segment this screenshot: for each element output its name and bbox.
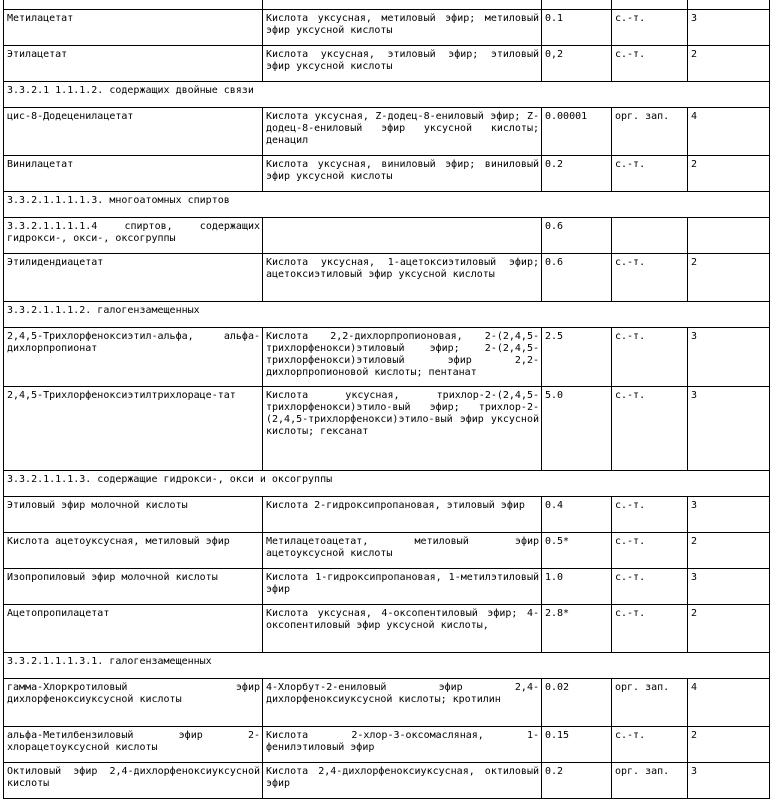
substance-name-cell: 2,4,5-Трихлорфеноксиэтилтрихлораце-тат xyxy=(4,387,263,471)
synonyms-cell xyxy=(263,218,542,254)
hazard-area-cell: с.-т. xyxy=(612,727,688,763)
section-heading-row xyxy=(4,302,770,328)
substance-name-cell xyxy=(4,0,263,10)
substance-name-cell: Винилацетат xyxy=(4,156,263,192)
substance-name-cell: Ацетопропилацетат xyxy=(4,605,263,653)
hazard-class-cell: 2 xyxy=(688,605,770,653)
value-cell: 0.1 xyxy=(542,10,612,46)
value-cell: 2.5 xyxy=(542,328,612,387)
synonyms-cell: Кислота уксусная, 4-оксопентиловый эфир; 4-оксопентиловый эфир уксусной кислоты, xyxy=(263,605,542,653)
table-row xyxy=(4,46,770,82)
section-heading: 3.3.2.1 1.1.1.2. содержащих двойные связи xyxy=(4,82,770,108)
hazard-area-cell: с.-т. xyxy=(612,387,688,471)
table-row xyxy=(4,727,770,763)
table-row xyxy=(4,533,770,569)
synonyms-cell: Кислота 2-гидроксипропановая, этиловый эфир xyxy=(263,497,542,533)
table-row xyxy=(4,108,770,156)
substance-name-cell: Кислота ацетоуксусная, метиловый эфир xyxy=(4,533,263,569)
synonyms-cell: Кислота 2-хлор-3-оксомасляная, 1-фенилэтиловый эфир xyxy=(263,727,542,763)
hazard-class-cell: 2 xyxy=(688,727,770,763)
hazard-area-cell: с.-т. xyxy=(612,254,688,302)
substance-name-cell: Этилидендиацетат xyxy=(4,254,263,302)
value-cell: 0.00001 xyxy=(542,108,612,156)
value-cell: 0.2 xyxy=(542,763,612,799)
hazard-area-cell: с.-т. xyxy=(612,46,688,82)
value-cell: 1.0 xyxy=(542,569,612,605)
hazard-area-cell xyxy=(612,218,688,254)
hazard-class-cell: 2 xyxy=(688,46,770,82)
substance-name-cell: 3.3.2.1.1.1.1.4 спиртов, содержащих гидрокси-, окси-, оксогруппы xyxy=(4,218,263,254)
section-heading: 3.3.2.1.1.1.2. галогензамещенных xyxy=(4,302,770,328)
hazard-class-cell: 3 xyxy=(688,763,770,799)
hazard-area-cell: с.-т. xyxy=(612,605,688,653)
hazard-class-cell: 3 xyxy=(688,328,770,387)
section-heading-row xyxy=(4,471,770,497)
table-row xyxy=(4,10,770,46)
hazard-area-cell: орг. зап. xyxy=(612,679,688,727)
synonyms-cell: Кислота уксусная, трихлор-2-(2,4,5-трихлорфенокси)этило-вый эфир; трихлор-2-(2,4,5-трихлорфенокси)этило-вый эфир уксусной кислоты; гексанат xyxy=(263,387,542,471)
table-row xyxy=(4,218,770,254)
hazard-area-cell: с.-т. xyxy=(612,497,688,533)
hazard-area-cell: орг. зап. xyxy=(612,763,688,799)
hazard-class-cell: 3 xyxy=(688,387,770,471)
substance-name-cell: Изопропиловый эфир молочной кислоты xyxy=(4,569,263,605)
hazard-area-cell: с.-т. xyxy=(612,569,688,605)
table-row xyxy=(4,328,770,387)
table-row xyxy=(4,605,770,653)
synonyms-cell: Кислота 1-гидроксипропановая, 1-метилэтиловый эфир xyxy=(263,569,542,605)
table-row xyxy=(4,0,770,10)
hazard-area-cell: с.-т. xyxy=(612,156,688,192)
value-cell: 0.6 xyxy=(542,218,612,254)
value-cell: 5.0 xyxy=(542,387,612,471)
hazard-area-cell: с.-т. xyxy=(612,10,688,46)
value-cell: 0.15 xyxy=(542,727,612,763)
synonyms-cell: Кислота уксусная, метиловый эфир; метиловый эфир уксусной кислоты xyxy=(263,10,542,46)
section-heading: 3.3.2.1.1.1.1.3. многоатомных спиртов xyxy=(4,192,770,218)
synonyms-cell: 4-Хлорбут-2-ениловый эфир 2,4-дихлорфеноксиуксусной кислоты; кротилин xyxy=(263,679,542,727)
synonyms-cell: Кислота 2,4-дихлорфеноксиуксусная, октиловый эфир xyxy=(263,763,542,799)
hazard-class-cell: 3 xyxy=(688,10,770,46)
substance-name-cell: цис-8-Додеценилацетат xyxy=(4,108,263,156)
section-heading: 3.3.2.1.1.1.3.1. галогензамещенных xyxy=(4,653,770,679)
hazard-area-cell xyxy=(612,0,688,10)
synonyms-cell: Кислота уксусная, 1-ацетоксиэтиловый эфир; ацетоксиэтиловый эфир уксусной кислоты xyxy=(263,254,542,302)
hazard-class-cell: 2 xyxy=(688,254,770,302)
value-cell: 0.02 xyxy=(542,679,612,727)
synonyms-cell: Кислота уксусная, этиловый эфир; этиловый эфир уксусной кислоты xyxy=(263,46,542,82)
synonyms-cell xyxy=(263,0,542,10)
value-cell: 0.4 xyxy=(542,497,612,533)
substance-table xyxy=(3,0,770,799)
hazard-area-cell: с.-т. xyxy=(612,328,688,387)
section-heading-row xyxy=(4,82,770,108)
hazard-class-cell: 3 xyxy=(688,497,770,533)
hazard-area-cell: орг. зап. xyxy=(612,108,688,156)
hazard-class-cell: 4 xyxy=(688,108,770,156)
substance-name-cell: альфа-Метилбензиловый эфир 2-хлорацетоуксусной кислоты xyxy=(4,727,263,763)
hazard-class-cell: 4 xyxy=(688,679,770,727)
value-cell xyxy=(542,0,612,10)
table-row xyxy=(4,387,770,471)
synonyms-cell: Кислота уксусная, виниловый эфир; виниловый эфир уксусной кислоты xyxy=(263,156,542,192)
substance-name-cell: Октиловый эфир 2,4-дихлорфеноксиуксусной кислоты xyxy=(4,763,263,799)
substance-name-cell: Этилацетат xyxy=(4,46,263,82)
synonyms-cell: Метилацетоацетат, метиловый эфир ацетоуксусной кислоты xyxy=(263,533,542,569)
hazard-class-cell: 3 xyxy=(688,569,770,605)
substance-name-cell: 2,4,5-Трихлорфеноксиэтил-альфа, альфа-дихлорпропионат xyxy=(4,328,263,387)
section-heading-row xyxy=(4,653,770,679)
value-cell: 0.6 xyxy=(542,254,612,302)
value-cell: 0.2 xyxy=(542,156,612,192)
table-row xyxy=(4,763,770,799)
section-heading: 3.3.2.1.1.1.3. содержащие гидрокси-, окси и оксогруппы xyxy=(4,471,770,497)
substance-table-body xyxy=(4,0,770,799)
section-heading-row xyxy=(4,192,770,218)
hazard-class-cell xyxy=(688,0,770,10)
table-row xyxy=(4,254,770,302)
synonyms-cell: Кислота уксусная, Z-додец-8-ениловый эфир; Z-додец-8-ениловый эфир уксусной кислоты; денацил xyxy=(263,108,542,156)
hazard-class-cell: 2 xyxy=(688,533,770,569)
table-row xyxy=(4,156,770,192)
value-cell: 0,2 xyxy=(542,46,612,82)
substance-table-page xyxy=(3,0,769,799)
table-row xyxy=(4,679,770,727)
hazard-class-cell: 2 xyxy=(688,156,770,192)
synonyms-cell: Кислота 2,2-дихлорпропионовая, 2-(2,4,5-трихлорфенокси)этиловый эфир; 2-(2,4,5-трихлорфенокси)этиловый эфир 2,2-дихлорпропионовой кислоты; пентанат xyxy=(263,328,542,387)
value-cell: 0.5* xyxy=(542,533,612,569)
table-row xyxy=(4,497,770,533)
hazard-class-cell xyxy=(688,218,770,254)
hazard-area-cell: с.-т. xyxy=(612,533,688,569)
substance-name-cell: Этиловый эфир молочной кислоты xyxy=(4,497,263,533)
substance-name-cell: Метилацетат xyxy=(4,10,263,46)
value-cell: 2.8* xyxy=(542,605,612,653)
table-row xyxy=(4,569,770,605)
substance-name-cell: гамма-Хлоркротиловый эфир дихлорфеноксиуксусной кислоты xyxy=(4,679,263,727)
